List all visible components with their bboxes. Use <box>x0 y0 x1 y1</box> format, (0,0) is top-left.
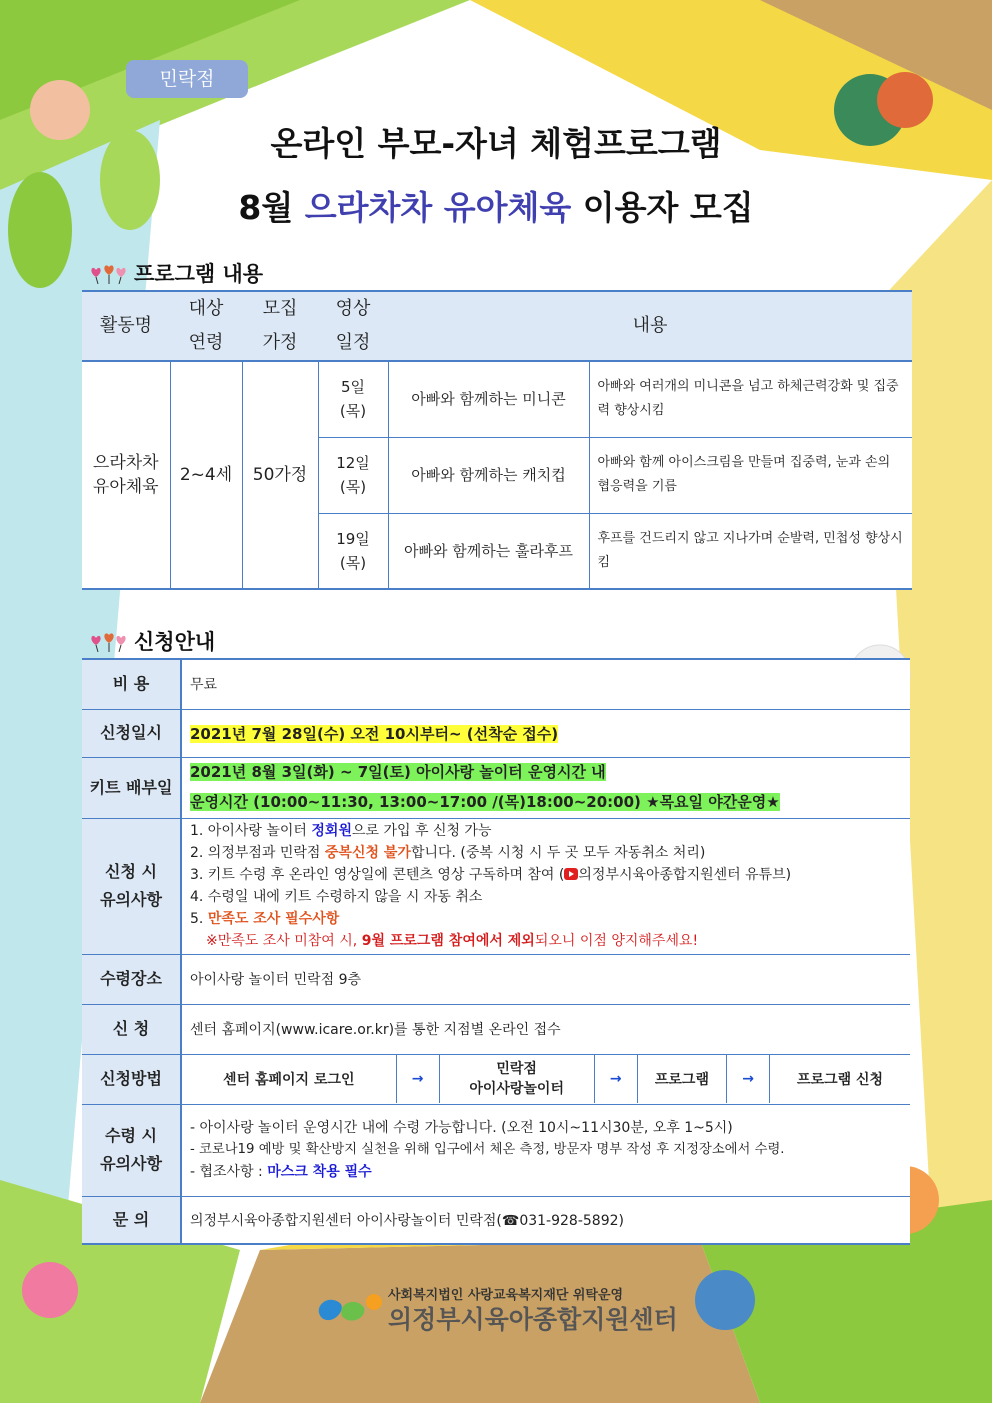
step-branch: 민락점 아이사랑놀이터 <box>439 1055 594 1103</box>
col-recruit: 모집 가정 <box>242 291 318 361</box>
place-value: 아이사랑 놀이터 민락점 9층 <box>181 954 910 1004</box>
place-label: 수령장소 <box>82 954 181 1004</box>
note-2: 2. 의정부점과 민락점 중복신청 불가합니다. (중복 시청 시 두 곳 모두 자동취소 처리) <box>190 845 706 861</box>
kit-label: 키트 배부일 <box>82 757 181 818</box>
apply-value: 센터 홈페이지(www.icare.or.kr)를 통한 지점별 온라인 접수 <box>181 1004 910 1054</box>
session-date: 19일 (목) <box>318 513 388 589</box>
hearts-icon <box>90 630 128 652</box>
col-activity: 활동명 <box>82 291 170 361</box>
cost-value: 무료 <box>181 659 910 709</box>
arrow-icon: → <box>594 1055 637 1103</box>
session-title: 아빠와 함께하는 캐치컵 <box>388 437 589 513</box>
session-desc: 아빠와 여러개의 미니콘을 넘고 하체근력강화 및 집중력 향상시킴 <box>589 361 912 437</box>
program-table-header <box>82 291 912 361</box>
center-logo <box>312 1288 388 1332</box>
subtitle-program: 으라차차 유아체육 <box>304 188 572 227</box>
session-desc: 후프를 건드리지 않고 지나가며 순발력, 민첩성 향상시킴 <box>589 513 912 589</box>
footer-operator: 사회복지법인 사랑교육복지재단 위탁운영 <box>388 1288 624 1303</box>
notes-label: 신청 시 유의사항 <box>82 818 181 954</box>
note-5: 5. 만족도 조사 필수사항 <box>190 911 340 927</box>
row-method <box>82 1054 910 1104</box>
row-kit <box>82 757 910 818</box>
note-1: 1. 아이사랑 놀이터 정회원으로 가입 후 신청 가능 <box>190 823 492 839</box>
notes-value <box>181 818 910 954</box>
row-apply <box>82 1004 910 1054</box>
table-row <box>82 361 912 437</box>
session-date: 5일 (목) <box>318 361 388 437</box>
recruit-families: 50가정 <box>242 361 318 589</box>
page-title: 온라인 부모-자녀 체험프로그램 <box>270 124 722 163</box>
period-value: 2021년 7월 28일(수) 오전 10시부터~ (선착순 접수) <box>181 709 910 757</box>
note-4: 4. 수령일 내에 키트 수령하지 않을 시 자동 취소 <box>190 889 483 905</box>
apply-info-table <box>82 658 910 1245</box>
page-subtitle <box>0 182 992 229</box>
contact-label: 문 의 <box>82 1196 181 1244</box>
pickup-value <box>181 1104 910 1196</box>
apply-heading-text: 신청안내 <box>134 630 216 654</box>
pickup-label: 수령 시 유의사항 <box>82 1104 181 1196</box>
note-3: 3. 키트 수령 후 온라인 영상일에 콘텐츠 영상 구독하며 참여 ( 의정부시육아종합지원센터 유튜브) <box>190 867 792 883</box>
program-section-heading <box>90 258 263 288</box>
row-period <box>82 709 910 757</box>
session-date: 12일 (목) <box>318 437 388 513</box>
note-6: ※만족도 조사 미참여 시, 9월 프로그램 참여에서 제외되오니 이점 양지해주세요! <box>206 933 699 949</box>
row-notes <box>82 818 910 954</box>
cost-label: 비 용 <box>82 659 181 709</box>
row-cost <box>82 659 910 709</box>
subtitle-month: 8월 <box>238 188 294 227</box>
pickup-note-2: - 코로나19 예방 및 확산방지 실천을 위해 입구에서 체온 측정, 방문자 명부 작성 후 지정장소에서 수령. <box>190 1142 785 1157</box>
kit-date: 2021년 8월 3일(화) ~ 7일(토) 아이사랑 놀이터 운영시간 내 <box>190 762 606 781</box>
session-title: 아빠와 함께하는 훌라후프 <box>388 513 589 589</box>
session-title: 아빠와 함께하는 미니콘 <box>388 361 589 437</box>
youtube-icon <box>564 868 578 880</box>
branch-badge: 민락점 <box>126 60 248 98</box>
kit-value <box>181 757 910 818</box>
pickup-note-3: - 협조사항 : 마스크 착용 필수 <box>190 1164 372 1180</box>
contact-value: 의정부시육아종합지원센터 아이사랑놀이터 민락점(☎031-928-5892) <box>181 1196 910 1244</box>
apply-label: 신 청 <box>82 1004 181 1054</box>
step-program: 프로그램 <box>637 1055 726 1103</box>
row-place <box>82 954 910 1004</box>
hearts-icon <box>90 262 128 284</box>
apply-steps <box>182 1055 910 1103</box>
row-pickup <box>82 1104 910 1196</box>
period-label: 신청일시 <box>82 709 181 757</box>
arrow-icon: → <box>396 1055 439 1103</box>
row-contact <box>82 1196 910 1244</box>
footer-center-name: 의정부시육아종합지원센터 <box>388 1305 678 1334</box>
step-apply: 프로그램 신청 <box>797 1072 884 1088</box>
pickup-note-1: - 아이사랑 놀이터 운영시간 내에 수령 가능합니다. (오전 10시~11시30분, 오후 1~5시) <box>190 1120 733 1136</box>
subtitle-suffix: 이용자 모집 <box>582 188 754 227</box>
apply-section-heading <box>90 626 215 656</box>
col-target: 대상 연령 <box>170 291 242 361</box>
method-value <box>181 1054 910 1104</box>
kit-hours: 운영시간 (10:00~11:30, 13:00~17:00 /(목)18:00~20:00) ★목요일 야간운영★ <box>190 792 780 811</box>
method-label: 신청방법 <box>82 1054 181 1104</box>
session-desc: 아빠와 함께 아이스크림을 만들며 집중력, 눈과 손의 협응력을 기름 <box>589 437 912 513</box>
arrow-icon: → <box>727 1055 770 1103</box>
col-video-date: 영상 일정 <box>318 291 388 361</box>
target-age: 2~4세 <box>170 361 242 589</box>
activity-name: 으라차차 유아체육 <box>82 361 170 589</box>
col-content: 내용 <box>388 291 912 361</box>
program-table <box>82 290 912 590</box>
program-heading-text: 프로그램 내용 <box>134 262 264 286</box>
step-login: 센터 홈페이지 로그인 <box>182 1055 396 1103</box>
